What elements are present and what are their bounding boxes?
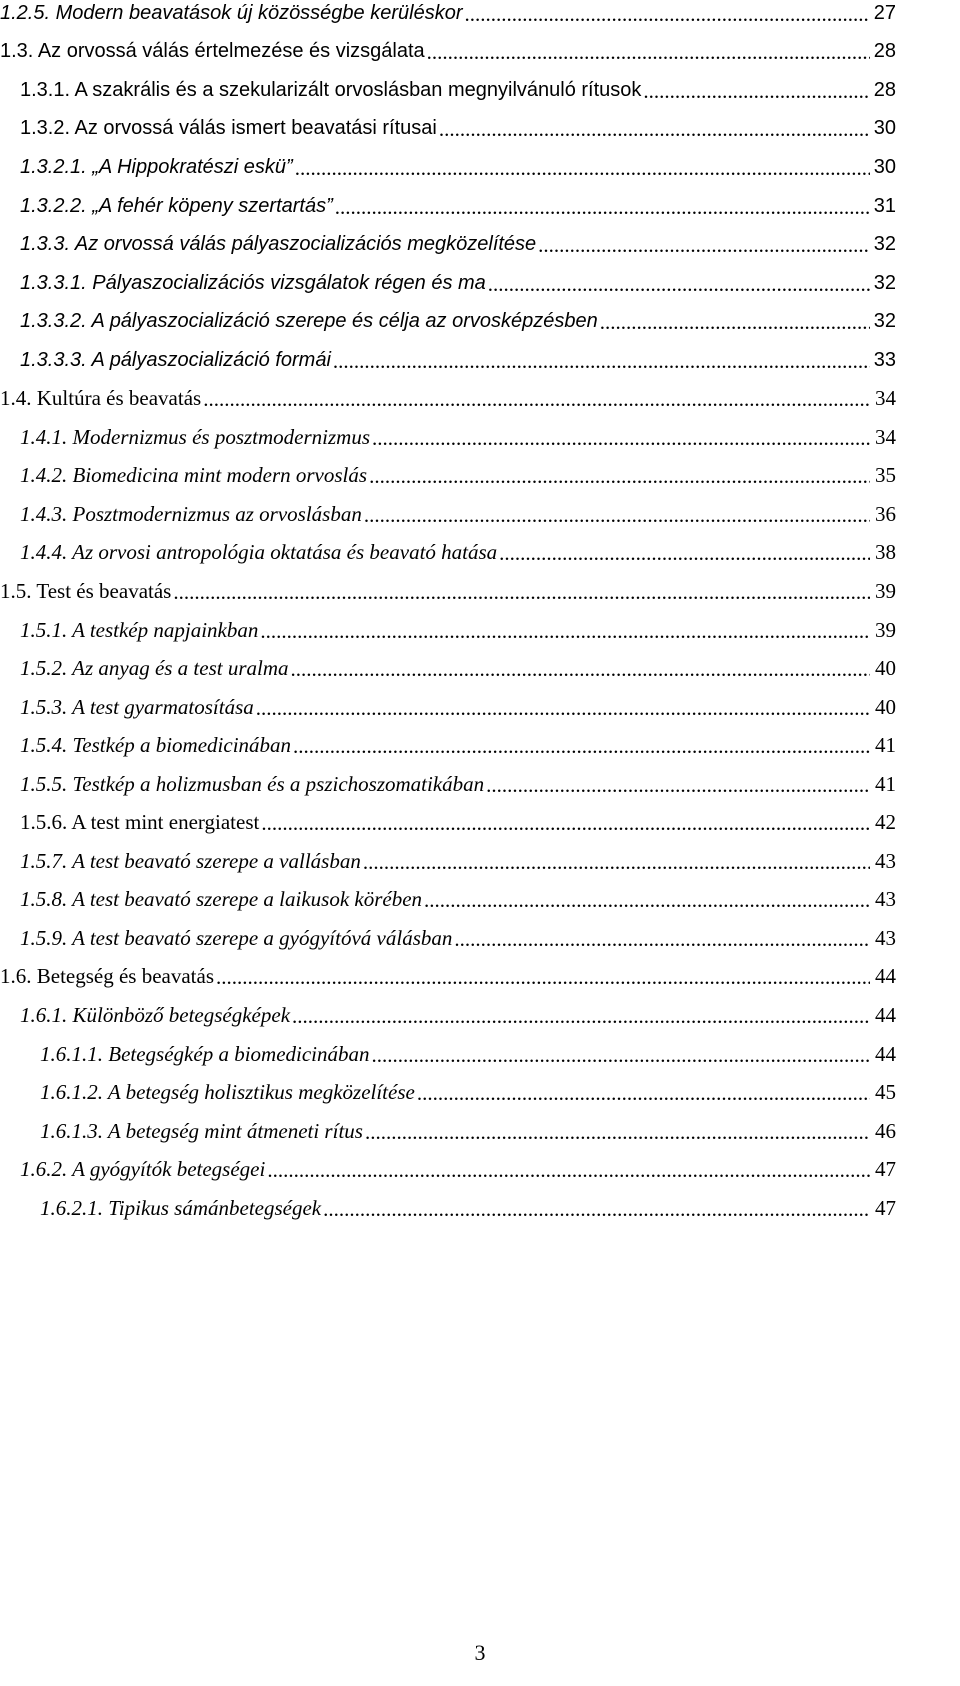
dot-leader: [427, 42, 870, 63]
toc-entry-title: 1.5.6. A test mint energiatest: [20, 810, 260, 835]
toc-entry-page: 43: [875, 925, 896, 950]
toc-entry-title: 1.3.2.1. „A Hippokratészi eskü”: [20, 155, 293, 178]
dot-leader: [454, 929, 870, 950]
toc-entry[interactable]: [0, 302, 960, 341]
toc-entry[interactable]: [0, 958, 960, 997]
toc-entry[interactable]: [0, 71, 960, 110]
dot-leader: [256, 698, 870, 719]
toc-entry-title: 1.4. Kultúra és beavatás: [0, 386, 202, 411]
toc-entry-title: 1.3.1. A szakrális és a szekularizált orvoslásban megnyilvánuló rítusok: [20, 78, 642, 101]
toc-entry-title: 1.6.1.1. Betegségkép a biomedicinában: [40, 1041, 370, 1066]
toc-entry-title: 1.3.2.2. „A fehér köpeny szertartás”: [20, 194, 333, 217]
toc-entry-title: 1.6.1. Különböző betegségképek: [20, 1002, 291, 1027]
toc-entry-title: 1.3.3.2. A pályaszocializáció szerepe és célja az orvosképzésben: [20, 310, 598, 333]
toc-entry[interactable]: [0, 611, 960, 650]
dot-leader: [203, 389, 870, 410]
toc-entry-title: 1.3.3. Az orvossá válás pályaszocializációs megközelítése: [20, 233, 537, 256]
toc-entry[interactable]: [0, 688, 960, 727]
toc-entry[interactable]: [0, 148, 960, 187]
dot-leader: [323, 1199, 870, 1220]
toc-entry-page: 38: [875, 540, 896, 565]
toc-entry-title: 1.5.5. Testkép a holizmusban és a pszichoszomatikában: [20, 771, 485, 796]
toc-entry-page: 46: [875, 1118, 896, 1143]
toc-entry-title: 1.5.3. A test gyarmatosítása: [20, 694, 254, 719]
toc-entry-title: 1.6. Betegség és beavatás: [0, 964, 215, 989]
toc-entry-page: 45: [875, 1080, 896, 1105]
dot-leader: [465, 4, 871, 25]
toc-entry-page: 36: [875, 501, 896, 526]
dot-leader: [439, 119, 870, 140]
dot-leader: [372, 1045, 871, 1066]
dot-leader: [292, 1006, 870, 1027]
toc-entry-title: 1.5.1. A testkép napjainkban: [20, 617, 259, 642]
toc-entry[interactable]: [0, 1112, 960, 1151]
dot-leader: [417, 1083, 870, 1104]
toc-entry-page: 41: [875, 733, 896, 758]
toc-entry-page: 32: [873, 233, 896, 256]
toc-entry-title: 1.5.2. Az anyag és a test uralma: [20, 656, 289, 681]
toc-entry[interactable]: [0, 572, 960, 611]
toc-entry[interactable]: [0, 1073, 960, 1112]
toc-entry[interactable]: [0, 803, 960, 842]
toc-entry-title: 1.5.4. Testkép a biomedicinában: [20, 733, 292, 758]
dot-leader: [335, 197, 870, 218]
toc-entry-title: 1.2.5. Modern beavatások új közösségbe kerüléskor: [0, 1, 463, 24]
toc-entry-title: 1.3.3.1. Pályaszocializációs vizsgálatok régen és ma: [20, 271, 486, 294]
toc-entry-title: 1.6.1.2. A betegség holisztikus megközelítése: [40, 1080, 415, 1105]
toc-entry-title: 1.6.1.3. A betegség mint átmeneti rítus: [40, 1118, 363, 1143]
toc-entry-page: 47: [875, 1157, 896, 1182]
toc-entry-page: 47: [875, 1195, 896, 1220]
toc-entry-page: 43: [875, 848, 896, 873]
toc-entry-page: 39: [875, 578, 896, 603]
dot-leader: [291, 659, 870, 680]
toc-entry-title: 1.3. Az orvossá válás értelmezése és vizsgálata: [0, 40, 425, 63]
dot-leader: [488, 274, 870, 295]
toc-entry[interactable]: [0, 187, 960, 226]
dot-leader: [643, 81, 870, 102]
toc-entry-page: 28: [873, 78, 896, 101]
dot-leader: [600, 312, 870, 333]
toc-entry-title: 1.5.7. A test beavató szerepe a vallásban: [20, 848, 361, 873]
toc-entry-title: 1.6.2.1. Tipikus sámánbetegségek: [40, 1195, 322, 1220]
toc-entry[interactable]: [0, 225, 960, 264]
toc-entry-page: 44: [875, 1002, 896, 1027]
toc-entry[interactable]: [0, 1035, 960, 1074]
dot-leader: [424, 890, 870, 911]
toc-entry-title: 1.4.1. Modernizmus és posztmodernizmus: [20, 424, 371, 449]
toc-entry-page: 31: [873, 194, 896, 217]
toc-entry-page: 41: [875, 771, 896, 796]
dot-leader: [293, 736, 870, 757]
toc-entry[interactable]: [0, 264, 960, 303]
dot-leader: [363, 852, 870, 873]
toc-entry-page: 32: [873, 271, 896, 294]
page-number: 3: [474, 1640, 486, 1665]
toc-entry[interactable]: [0, 457, 960, 496]
toc-entry-title: 1.4.2. Biomedicina mint modern orvoslás: [20, 463, 368, 488]
toc-entry-page: 34: [875, 386, 896, 411]
toc-entry-title: 1.3.3.3. A pályaszocializáció formái: [20, 348, 331, 371]
toc-entry-title: 1.5. Test és beavatás: [0, 578, 172, 603]
dot-leader: [364, 505, 870, 526]
dot-leader: [295, 158, 870, 179]
toc-entry-title: 1.6.2. A gyógyítók betegségei: [20, 1157, 266, 1182]
toc-entry[interactable]: [0, 379, 960, 418]
dot-leader: [369, 466, 870, 487]
toc-entry[interactable]: [0, 1189, 960, 1228]
toc-entry[interactable]: [0, 1150, 960, 1189]
toc-entry-page: 35: [875, 463, 896, 488]
toc-entry-page: 40: [875, 656, 896, 681]
toc-entry[interactable]: [0, 649, 960, 688]
dot-leader: [333, 351, 870, 372]
toc-entry-page: 40: [875, 694, 896, 719]
dot-leader: [538, 235, 870, 256]
dot-leader: [261, 813, 870, 834]
toc-entry[interactable]: [0, 110, 960, 149]
toc-entry-page: 43: [875, 887, 896, 912]
dot-leader: [267, 1160, 870, 1181]
toc-entry[interactable]: [0, 726, 960, 765]
toc-entry-title: 1.5.8. A test beavató szerepe a laikusok körében: [20, 887, 423, 912]
toc-entry-title: 1.3.2. Az orvossá válás ismert beavatási rítusai: [20, 117, 437, 140]
toc-entry[interactable]: [0, 996, 960, 1035]
toc-entry[interactable]: [0, 842, 960, 881]
toc-entry[interactable]: [0, 534, 960, 573]
toc-entry[interactable]: [0, 919, 960, 958]
toc-entry-page: 39: [875, 617, 896, 642]
toc-entry-page: 28: [873, 40, 896, 63]
dot-leader: [372, 428, 870, 449]
toc-entry[interactable]: [0, 0, 960, 33]
toc-entry[interactable]: [0, 881, 960, 920]
toc-entry[interactable]: [0, 33, 960, 72]
toc-entry[interactable]: [0, 341, 960, 380]
toc-entry[interactable]: [0, 495, 960, 534]
toc-entry-page: 32: [873, 310, 896, 333]
toc-entry-page: 44: [875, 1041, 896, 1066]
dot-leader: [365, 1122, 870, 1143]
toc-entry-page: 30: [873, 117, 896, 140]
dot-leader: [260, 621, 870, 642]
dot-leader: [499, 543, 870, 564]
dot-leader: [486, 775, 870, 796]
toc-entry-page: 30: [873, 155, 896, 178]
toc-entry-page: 27: [873, 1, 896, 24]
toc-entry-page: 42: [875, 810, 896, 835]
dot-leader: [216, 967, 870, 988]
toc-entry-title: 1.4.4. Az orvosi antropológia oktatása és beavató hatása: [20, 540, 498, 565]
toc-entry[interactable]: [0, 418, 960, 457]
toc-entry-title: 1.5.9. A test beavató szerepe a gyógyítóvá válásban: [20, 925, 453, 950]
toc-entry-page: 44: [875, 964, 896, 989]
toc-entry-page: 33: [873, 348, 896, 371]
dot-leader: [173, 582, 870, 603]
toc-entry[interactable]: [0, 765, 960, 804]
toc-entry-page: 34: [875, 424, 896, 449]
toc-entry-title: 1.4.3. Posztmodernizmus az orvoslásban: [20, 501, 362, 526]
